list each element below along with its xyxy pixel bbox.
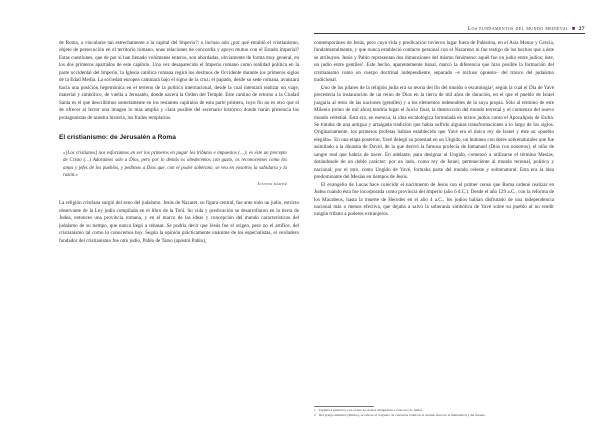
footnote-rule xyxy=(314,406,374,407)
right-column xyxy=(314,40,554,219)
running-head-title: Los fundamentos del mundo medieval xyxy=(467,26,569,32)
epigraph-quote: «[Los cristianos] nos esforzamos en ser los primeros en pagar los tributos e impuestos (…); es éste un precepto de Cristo (…) Adoramos sólo a Dios, pero por lo demás os obedecemos con gusto, os reconocemos como los amos y jefes de los pueblos, y pedimos a Dios que, con el poder soberano, se vea en vosotros la sabiduría y la razón.» xyxy=(63,150,287,179)
footnote-text: Del griego éskhatos (último), se refiere al conjunto de creencias relativas al destino final de la humanidad y del mundo. xyxy=(318,412,486,417)
right-paragraph-3: El evangelio de Lucas hace coincidir el nacimiento de Jesús con el primer censo que Roma ordenó realizar en Judea cuando ésta fue incorporada como provincia del Imperio (año 6 d.C.). Desde el año 129 a.C., con la reforma de los Macabeos, hasta la muerte de Herodes en el año 4 a.C., los judíos habían disfrutado de una independencia nacional más o menos efectiva, que dejaba a salvo la soberanía simbólica de Yavé sobre su pueblo al no rendir ningún tributo a poderes extranjeros. xyxy=(314,181,554,218)
square-separator-icon: ■ xyxy=(571,26,576,32)
section-title: El cristianismo: de Jerusalén a Roma xyxy=(59,133,176,141)
epigraph-source: Justino mártir xyxy=(257,180,287,186)
footnote-number: 2 xyxy=(314,412,316,417)
footnote-number: 1 xyxy=(314,408,316,412)
header-rule xyxy=(314,33,585,34)
running-head xyxy=(468,26,585,32)
page-number: 27 xyxy=(578,26,585,32)
right-paragraph-1: contemporáneo de Jesús, pero cuya vida y predicación tuvieron lugar fuera de Palestina, en el Asia Menor y Grecia, fundamentalmente, y que nunca estableció contacto personal con el Nazareno ni fue testigo de los hechos que a éste se atribuyen. Jesús y Pablo representan dos dimensiones del mismo fenómeno: aquél fue un judío entre judíos; éste, un judío entre gentiles¹. Este hecho, aparentemente banal, marcó la diferencia que hizo posible la formación del cristianismo como un cuerpo doctrinal independiente, separado –e incluso opuesto– del tronco del judaísmo tradicional. xyxy=(314,40,554,84)
footnote-2 xyxy=(314,413,554,418)
left-column xyxy=(59,40,299,245)
right-paragraph-2: Uno de los pilares de la religión judía era su teoría del fin del mundo o escatología², según la cual el Día de Yavé precedería la instauración de un reino de Dios en la tierra de mil años de duración, en el que el pueblo de Israel juzgaría al resto de las naciones (gentiles) y a los elementos indeseables de la suya propia. Sólo al término de este Milenio (reino de mil años) tendría lugar el Juicio final, la destrucción del mundo terrenal y el comienzo del nuevo mundo celestial. Esta era, en esencia, la idea escatológica formulada en textos judíos como el Apocalipsis de Esdra. Se trataba de una antigua y arraigada tradición que había sufrido algunas transformaciones a lo largo de los siglos. Originariamente, los primeros profetas habían establecido que Yavé era el único rey de Israel y éste su «pueblo elegido». En una etapa posterior, Yavé delegó su potestad en un Ungido, un humano con dotes sobrenaturales que fue asimilado a la dinastía de David, de la que derivó la famosa profecía de Inmanuel (Dios con nosotros), el niño de sangre real que habría de nacer. En adelante, para designar al Ungido, comenzó a utilizarse el término Mesías, dotándosele de un doble carácter: por un lado, como rey de Israel, perteneciente al mundo terrenal, político y nacional; por el otro, como Ungido de Yavé, formaba parte del mundo celeste y sobrenatural. Esta era la idea predominante del Mesías en tiempos de Jesús. xyxy=(314,84,554,181)
footnote-text: Términos genéricos con el que los judíos designaban a todos los no judíos. xyxy=(318,408,424,412)
left-paragraph-2: La religión cristiana surgió del seno del judaísmo. Jesús de Nazaret, su figura central, fue ante todo un judío, estricto observante de la Ley judía compilada en el libro de la Torá. Su vida y predicación se desarrollaron en la tierra de Judea, entonces una provincia romana, y en el marco de las ideas y concepción del mundo característicos del judaísmo de su tiempo, que nunca llegó a rebasar. Se podría decir que Jesús fue el origen, pero no el artífice, del cristianismo tal como lo conocemos hoy. Según la opinión prácticamente unánime de los especialistas, el verdadero fundador del cristianismo fue otro judío, Pablo de Tarso (apóstol Pablo), xyxy=(59,200,299,244)
left-paragraph-1: de Roma, a vincularse tan estrechamente a la capital del Imperio?; o incluso aún ¿por qué entabló el cristianismo, objeto de persecución en el territorio romano, unas relaciones de concordia y apoyo mutuo con el Estado imperial? Estas cuestiones, que de por sí han llenado volúmenes enteros, son abordadas, obviamente de forma muy general, en los dos primeros apartados de este capítulo. Una vez desaparecido el Imperio romano como realidad política en la parte occidental del Imperio, la Iglesia católica romana regirá los destinos de Occidente durante los primeros siglos de la Edad Media. La sociedad europea caminará bajo el signo de la cruz; el papado, desde su sede romana, avanzará hacia una posición hegemónica en el terreno de la política internacional, desde la cual intentará realizar un viaje, material y simbólico, de vuelta a Jerusalén, donde nacerá la Orden del Temple. Este camino de retorno a la Ciudad Santa es el que describimos someramente en los restantes capítulos de esta parte primera, cuyo fin no es otro que el de ofrecer al lector una imagen lo más amplia y clara posible del escenario histórico donde harán presencia los protagonistas de nuestra historia, los frailes templarios. xyxy=(59,40,299,121)
footnotes xyxy=(314,408,554,417)
